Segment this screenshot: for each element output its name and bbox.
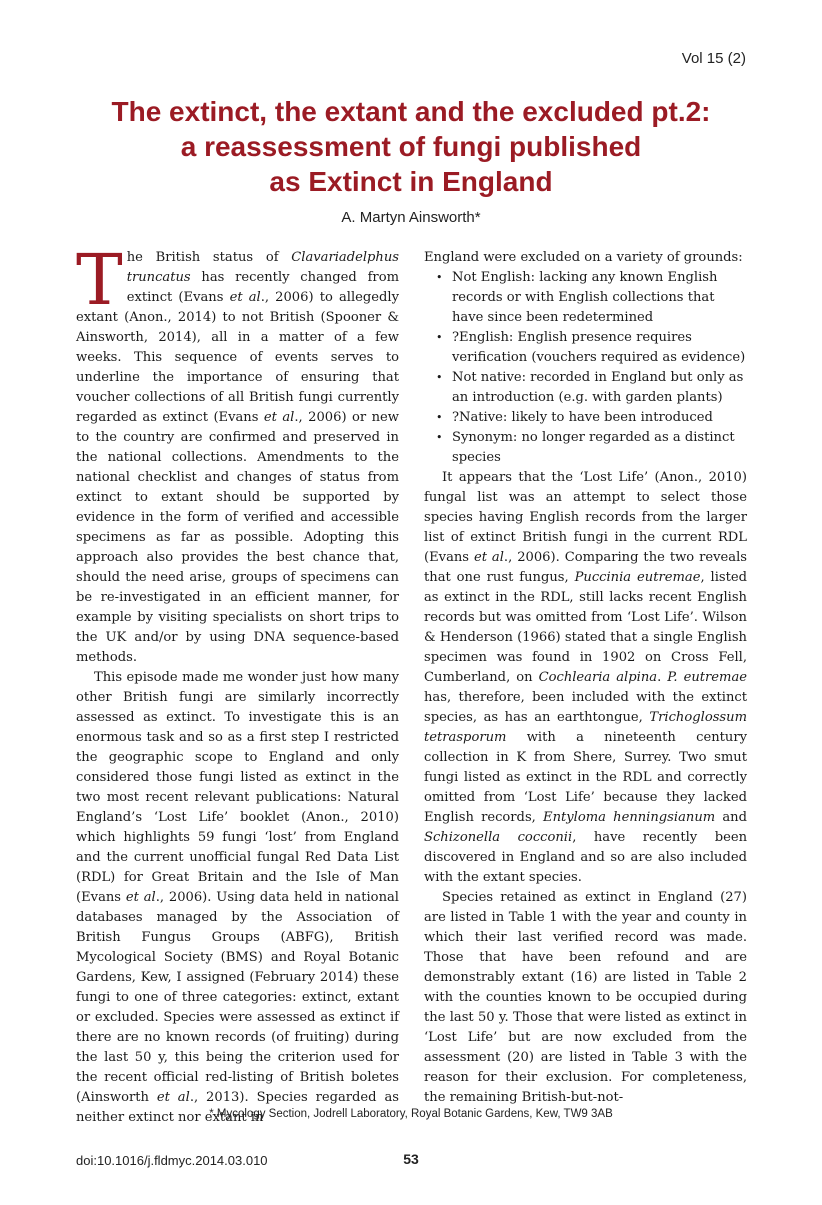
bullet-icon: • <box>436 371 443 384</box>
list-item <box>436 328 747 368</box>
et-al: et al <box>156 1090 190 1105</box>
text-run: with a nineteenth century collection in K from Shere, Surrey. Two smut fungi listed as extinct in the RDL and correctly omitted from ‘Lost Life’ because they lacked English records, <box>424 730 747 825</box>
list-item-text: Not English: lacking any known English records or with English collections that have since been redetermined <box>452 270 718 325</box>
text-run: and <box>715 810 747 825</box>
list-item <box>436 368 747 408</box>
title-line-2: a reassessment of fungi published <box>180 131 642 162</box>
volume-label: Vol 15 (2) <box>681 50 746 67</box>
bullet-icon: • <box>436 431 443 444</box>
et-al: et al <box>229 290 261 305</box>
list-item-text: ?Native: likely to have been introduced <box>452 410 713 425</box>
species-name: Clavariadelphus truncatus <box>126 250 399 285</box>
drop-cap: T <box>76 239 123 321</box>
et-al: et al <box>263 410 295 425</box>
text-run: . <box>657 670 668 685</box>
species-name: Puccinia eutremae <box>574 570 701 585</box>
doi-link[interactable]: doi:10.1016/j.fldmyc.2014.03.010 <box>76 1153 268 1168</box>
text-run: has, therefore, been included with the extinct species, as has an earthtongue, <box>424 690 747 725</box>
list-item <box>436 268 747 328</box>
bullet-icon: • <box>436 411 443 424</box>
right-column <box>424 248 747 1108</box>
exclusion-criteria-list <box>424 268 747 468</box>
title-line-1: The extinct, the extant and the excluded pt.2: <box>111 96 711 127</box>
exclusion-intro: England were excluded on a variety of grounds: <box>424 250 743 265</box>
et-al: et al <box>125 890 156 905</box>
left-column <box>76 239 399 1128</box>
text-run: ., 2006). Comparing the two reveals that one rust fungus, <box>424 550 747 585</box>
paragraph-4: Species retained as extinct in England (27) are listed in Table 1 with the year and county in which their last verified record was made. Those that have been refound and are demonstrably extant (16) are listed in Table 2 with the counties known to be occupied during the last 50 y. Those that were listed as extinct in ‘Lost Life’ but are now excluded from the assessment (20) are listed in Table 3 with the reason for their exclusion. For completeness, the remaining British-but-not- <box>424 890 747 1105</box>
author-affiliation-footnote: * Mycology Section, Jodrell Laboratory, Royal Botanic Gardens, Kew, TW9 3AB <box>209 1108 613 1120</box>
article-title <box>70 94 752 199</box>
text-run: has recently changed from extinct (Evans <box>126 270 399 305</box>
bullet-icon: • <box>436 331 443 344</box>
list-item-text: Not native: recorded in England but only as an introduction (e.g. with garden plants) <box>452 370 744 405</box>
et-al: et al <box>473 550 504 565</box>
page-number: 53 <box>403 1151 419 1167</box>
text-run: ., 2013). Species regarded as neither extinct nor extant in <box>76 1090 399 1125</box>
text-run: ., 2006). Using data held in national databases managed by the Association of British Fungus Groups (ABFG), British Mycological Society (BMS) and Royal Botanic Gardens, Kew, I assigned (February 2014) these fungi to one of three categories: extinct, extant or excluded. Species were assessed as extinct if there are no known records (of fruiting) during the last 50 y, this being the criterion used for the recent official red-listing of British boletes (Ainsworth <box>76 890 399 1105</box>
list-item <box>436 408 747 428</box>
author-line: A. Martyn Ainsworth* <box>341 209 481 226</box>
text-run: , have recently been discovered in England and so are also included with the extant species. <box>424 830 748 885</box>
species-name: P. eutremae <box>667 670 748 685</box>
list-item-text: Synonym: no longer regarded as a distinct species <box>452 430 735 465</box>
species-name: Cochlearia alpina <box>538 670 658 685</box>
paragraph-3 <box>424 468 747 888</box>
species-name: Entyloma henningsianum <box>543 810 716 825</box>
paragraph-2 <box>76 668 399 1128</box>
title-line-3: as Extinct in England <box>269 166 553 197</box>
bullet-icon: • <box>436 271 443 284</box>
text-run: It appears that the ‘Lost Life’ (Anon., 2010) fungal list was an attempt to select those species having English records from the larger list of extinct British fungi in the current RDL (Evans <box>424 470 747 565</box>
species-name: Trichoglossum tetrasporum <box>424 710 747 745</box>
text-run: , listed as extinct in the RDL, still lacks recent English records but was omitted from ‘Lost Life’. Wilson & Henderson (1966) stated that a single English specimen was found in 1902 on Cross Fell, Cumberland, on <box>424 570 748 685</box>
list-item <box>436 428 747 468</box>
list-item-text: ?English: English presence requires verification (vouchers required as evidence) <box>452 330 746 365</box>
paragraph-1 <box>76 239 399 668</box>
species-name: Schizonella cocconii <box>424 830 573 845</box>
text-run: This episode made me wonder just how many other British fungi are similarly incorrectly assessed as extinct. To investigate this is an enormous task and so as a first step I restricted the geographic scope to England and only considered those fungi listed as extinct in the two most recent relevant publications: Natural England’s ‘Lost Life’ booklet (Anon., 2010) which highlights 59 fungi ‘lost’ from England and the current unofficial fungal Red Data List (RDL) for Great Britain and the Isle of Man (Evans <box>76 670 399 905</box>
text-run: ., 2006) to allegedly extant (Anon., 2014) to not British (Spooner & Ainsworth, 2014), all in a matter of a few weeks. This sequence of events serves to underline the importance of ensuring that voucher collections of all British fungi currently regarded as extinct (Evans <box>76 290 399 425</box>
text-run: he British status of <box>126 250 292 265</box>
text-run: ., 2006) or new to the country are confirmed and preserved in the national collections. Amendments to the national checklist and changes of status from extinct to extant should be supported by evidence in the form of verified and accessible specimens as far as possible. Adopting this approach also provides the best chance that, should the need arise, groups of specimens can be re-investigated in an efficient manner, for example by visiting specialists on short trips to the UK and/or by using DNA sequence-based methods. <box>76 410 399 665</box>
